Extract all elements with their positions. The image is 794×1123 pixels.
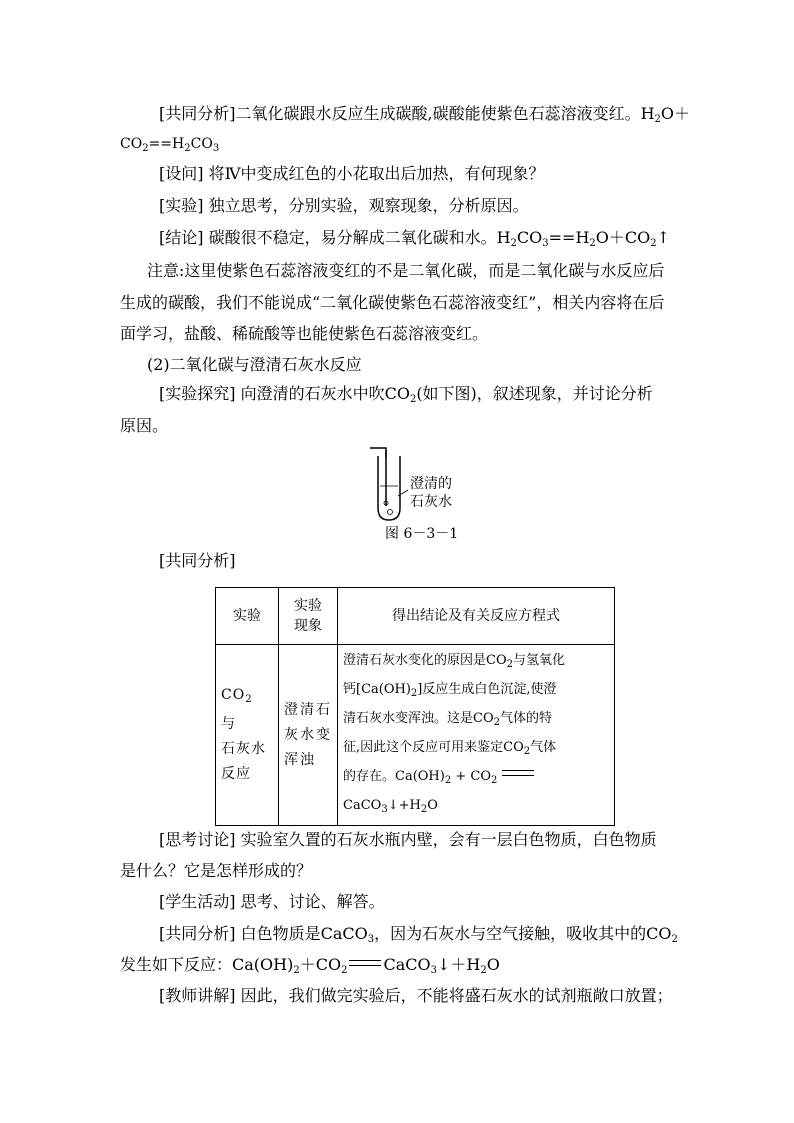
subscript: 2 — [490, 775, 498, 786]
text: 钙[Ca(OH) — [343, 682, 411, 697]
question-paragraph: [设问] 将Ⅳ中变成红色的小花取出后加热，有何现象？ — [159, 164, 545, 183]
equals-sign — [502, 770, 534, 776]
text: CO — [516, 228, 543, 247]
text: 征,因此这个反应可用来鉴定CO — [343, 740, 524, 755]
subscript: 2 — [293, 965, 300, 976]
subscript: 2 — [410, 688, 418, 699]
header-phenomenon — [279, 588, 338, 645]
text: CaCO — [383, 955, 431, 974]
section-heading: (2)二氧化碳与澄清石灰水反应 — [147, 355, 362, 374]
bubble — [388, 510, 393, 515]
text: 石灰水 — [221, 741, 266, 757]
figure-label-2: 石灰水 — [410, 494, 452, 510]
text: (如下图)，叙述现象，并讨论分析 — [416, 384, 653, 403]
text: 与 — [221, 716, 236, 732]
subscript: 2 — [506, 659, 513, 670]
subscript: 2 — [510, 238, 517, 249]
text: O — [427, 798, 438, 813]
text: 浑浊 — [284, 751, 316, 768]
subscript: 2 — [654, 114, 661, 125]
analysis-table — [215, 587, 615, 826]
text: ＋CO — [299, 955, 342, 974]
text: ==H — [148, 136, 185, 152]
subscript: 2 — [341, 965, 348, 976]
text: 发生如下反应：Ca(OH) — [120, 955, 294, 974]
cell-conclusion — [338, 645, 615, 826]
text: 与氢氧化 — [512, 653, 565, 668]
subscript: 2 — [523, 746, 531, 757]
subscript: 2 — [444, 775, 452, 786]
text: 灰水变 — [284, 726, 332, 743]
analysis-heading: [共同分析] — [159, 551, 236, 570]
header-conclusion: 得出结论及有关反应方程式 — [338, 588, 615, 645]
header-experiment: 实验 — [216, 588, 279, 645]
cell-experiment — [216, 645, 279, 826]
text: ↓+H — [387, 798, 421, 813]
text: [共同分析] 白色物质是CaCO — [159, 924, 368, 943]
text: 实验 — [294, 598, 322, 614]
text: 反应 — [221, 766, 251, 782]
text: 气体 — [530, 740, 557, 755]
subscript: 2 — [480, 965, 487, 976]
subscript: 2 — [420, 804, 428, 815]
text: 气体的特 — [499, 711, 552, 726]
text: ，因为石灰水与空气接触，吸收其中的CO — [374, 924, 672, 943]
text: ↓＋H — [436, 955, 481, 974]
test-tube-figure — [366, 446, 466, 526]
text: ↑ — [656, 228, 671, 247]
explore-paragraph-cont: 原因。 — [120, 416, 169, 435]
subscript: 2 — [650, 238, 657, 249]
text: 的存在。Ca(OH) — [343, 769, 445, 784]
discussion-line-2: 是什么？它是怎样形成的？ — [120, 861, 313, 880]
note-line-1: 注意:这里使紫色石蕊溶液变红的不是二氧化碳，而是二氧化碳与水反应后 — [147, 261, 665, 280]
subscript: 3 — [367, 934, 375, 945]
subscript: 3 — [542, 238, 549, 249]
subscript: 2 — [184, 143, 191, 154]
subscript: 3 — [430, 965, 437, 976]
subscript: 3 — [212, 143, 220, 154]
text: [实验探究] 向澄清的石灰水中吹CO — [159, 384, 410, 403]
subscript: 2 — [409, 394, 417, 405]
experiment-paragraph: [实验] 独立思考，分别实验，观察现象，分析原因。 — [159, 196, 529, 215]
text: 澄清石灰水变化的原因是CO — [343, 653, 507, 668]
text: CO — [190, 136, 213, 152]
text: ]反应生成白色沉淀,使澄 — [417, 682, 557, 697]
text: 现象 — [294, 618, 322, 634]
text: CO — [221, 687, 246, 703]
analysis-equation — [120, 955, 500, 981]
note-line-2: 生成的碳酸，我们不能说成“二氧化碳使紫色石蕊溶液变红”，相关内容将在后 — [120, 293, 665, 312]
text: [结论] 碳酸很不稳定，易分解成二氧化碳和水。H — [159, 228, 511, 247]
text: 澄清石 — [284, 701, 332, 718]
table-header-row — [216, 588, 615, 645]
text: O＋CO — [595, 228, 651, 247]
analysis-paragraph-2 — [159, 924, 678, 950]
subscript: 2 — [671, 934, 678, 945]
text: O＋ — [660, 104, 691, 123]
analysis-paragraph-1 — [159, 104, 690, 130]
text: 清石灰水变浑浊。这是CO — [343, 711, 494, 726]
text: CaCO — [343, 798, 382, 813]
cell-phenomenon — [279, 645, 338, 826]
subscript: 2 — [493, 717, 500, 728]
figure-caption: 图 6－3－1 — [385, 526, 459, 542]
explore-paragraph — [159, 384, 653, 410]
table-row — [216, 645, 615, 826]
subscript: 2 — [589, 238, 596, 249]
text: [共同分析]二氧化碳跟水反应生成碳酸,碳酸能使紫色石蕊溶液变红。H — [159, 104, 655, 123]
equals-sign — [349, 960, 381, 966]
text: O — [486, 955, 500, 974]
text: CO — [120, 136, 143, 152]
student-activity: [学生活动] 思考、讨论、解答。 — [159, 892, 385, 911]
equation-h2co3 — [120, 134, 219, 159]
teacher-explanation: [教师讲解] 因此，我们做完实验后，不能将盛石灰水的试剂瓶敞口放置； — [159, 986, 673, 1005]
text: + CO — [451, 769, 491, 784]
subscript: 2 — [245, 694, 253, 705]
conclusion-paragraph — [159, 228, 670, 254]
figure-label-1: 澄清的 — [410, 476, 452, 492]
text: ==H — [548, 228, 590, 247]
test-tube-outline — [378, 456, 400, 520]
note-line-3: 面学习，盐酸、稀硫酸等也能使紫色石蕊溶液变红。 — [120, 324, 489, 343]
discussion-line-1: [思考讨论] 实验室久置的石灰水瓶内壁，会有一层白色物质，白色物质 — [159, 830, 657, 849]
subscript: 3 — [381, 804, 388, 815]
subscript: 2 — [142, 143, 149, 154]
